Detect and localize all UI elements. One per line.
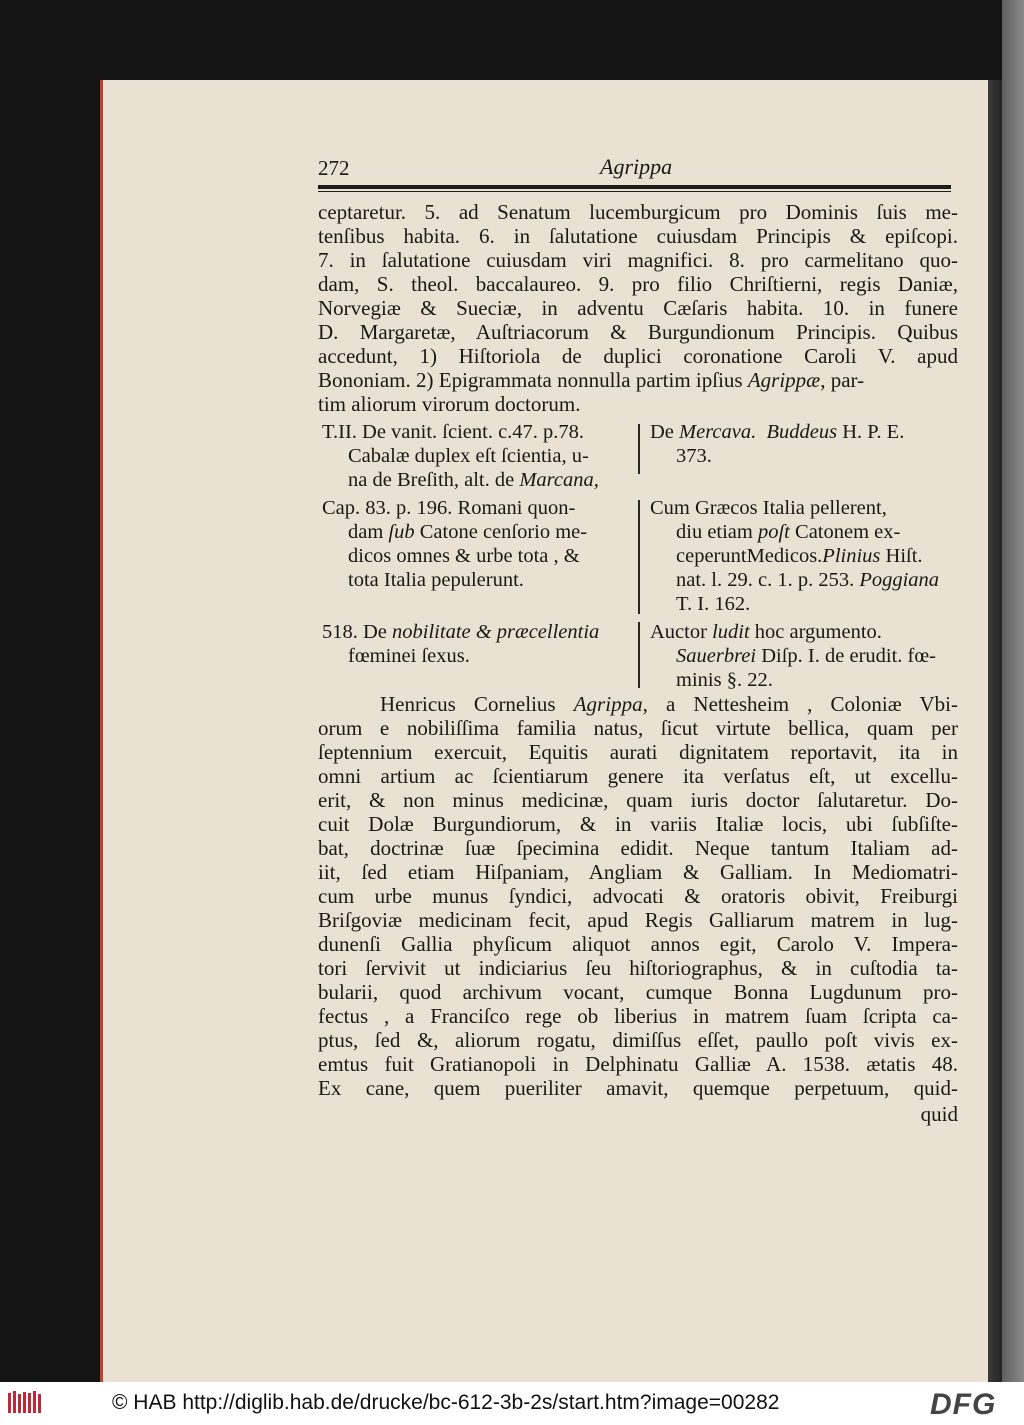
dfg-logo: DFG — [930, 1388, 997, 1421]
text-line: cuit Dolæ Burgundiorum, & in variis Italiæ locis, ubi ſubſiſte- — [318, 812, 958, 836]
column-rule — [638, 622, 640, 688]
text-line: cum urbe munus ſyndici, advocati & oratoris obivit, Freiburgi — [318, 884, 958, 908]
text-segment: hoc argumento. — [749, 621, 882, 643]
text-segment: ceperuntMedicos. — [676, 545, 823, 567]
italic-term: Poggiana — [859, 569, 940, 591]
text-line: bat, doctrinæ ſuæ ſpecimina edidit. Neque tantum Italiam ad- — [318, 836, 958, 860]
text-segment: , a Nettesheim , Coloniæ Vbi- — [642, 692, 958, 716]
text-line: erit, & non minus medicinæ, quam iuris doctor ſalutaretur. Do- — [318, 788, 958, 812]
text-segment: na de Breſith, alt. de — [348, 469, 520, 491]
italic-term: nobilitate & præcellentia — [392, 621, 600, 643]
text-line: dam, S. theol. baccalaureo. 9. pro filio Chriſtierni, regis Daniæ, — [318, 272, 958, 296]
text-segment: dam — [348, 521, 389, 543]
text-segment: Auctor — [650, 621, 713, 643]
header-rule — [318, 185, 951, 189]
italic-term: ludit — [712, 621, 750, 643]
text-segment: 518. De — [322, 621, 393, 643]
note-left-line — [348, 468, 599, 492]
note-left-line — [348, 520, 587, 544]
text-line: tim aliorum virorum doctorum. — [318, 392, 581, 416]
author-name: Plinius — [822, 545, 881, 567]
text-line: tenſibus habita. 6. in ſalutatione cuiusdam Principis & epiſcopi. — [318, 224, 958, 248]
note-left-line — [322, 620, 599, 644]
note-right-line — [676, 644, 936, 668]
italic-term: Marcana, — [519, 469, 599, 491]
note-right-line — [676, 568, 939, 592]
note-left-line: Cap. 83. p. 196. Romani quon- — [322, 497, 576, 519]
text-segment: nat. l. 29. c. 1. p. 253. — [676, 569, 860, 591]
text-line: tori ſervivit ut indiciarius ſeu hiſtoriographus, & in cuſtodia ta- — [318, 956, 958, 980]
text-segment: De — [650, 421, 680, 443]
author-name: Buddeus — [766, 421, 838, 443]
author-name: Agrippæ — [747, 368, 821, 392]
note-right-line — [650, 620, 882, 644]
column-rule — [638, 500, 640, 614]
text-line: Briſgoviæ medicinam fecit, apud Regis Galliarum matrem in lug- — [318, 908, 958, 932]
text-segment: Hiſt. — [880, 545, 923, 567]
text-line: D. Margaretæ, Auſtriacorum & Burgundionum Principis. Quibus — [318, 320, 958, 344]
text-segment: Henricus Cornelius — [380, 692, 574, 716]
note-right-line — [676, 520, 900, 544]
text-segment: Catonem ex- — [789, 521, 901, 543]
text-line: emtus fuit Gratianopoli in Delphinatu Galliæ A. 1538. ætatis 48. — [318, 1052, 958, 1076]
text-line: accedunt, 1) Hiſtoriola de duplici coronatione Caroli V. apud — [318, 344, 958, 368]
note-right-line: minis §. 22. — [676, 669, 773, 691]
italic-term: ſub — [388, 521, 415, 543]
note-right-line — [650, 420, 904, 444]
text-line — [318, 368, 958, 392]
text-segment: H. P. E. — [837, 421, 905, 443]
paragraph-first-line — [380, 692, 958, 716]
text-line: fectus , a Franciſco rege ob liberius in matrem ſuam ſcripta ca- — [318, 1004, 958, 1028]
text-segment: , par- — [820, 368, 865, 392]
note-left-line: tota Italia pepulerunt. — [348, 569, 524, 591]
text-segment: Diſp. I. de erudit. fœ- — [761, 645, 936, 667]
page-fore-edge — [988, 80, 1002, 1382]
text-segment: Catone cenſorio me- — [414, 521, 588, 543]
note-right-line: T. I. 162. — [676, 593, 751, 615]
catchword: quid — [920, 1102, 958, 1126]
note-left-line: fœminei ſexus. — [348, 645, 470, 667]
page-number: 272 — [318, 156, 350, 180]
adjacent-page-edge — [1002, 0, 1024, 1382]
note-left-line: Cabalæ duplex eſt ſcientia, u- — [348, 445, 589, 467]
text-line: Ex cane, quem pueriliter amavit, quemque perpetuum, quid- — [318, 1076, 958, 1100]
text-line: Norvegiæ & Sueciæ, in adventu Cæſaris habita. 10. in funere — [318, 296, 958, 320]
text-line: dunenſi Gallia phyſicum aliquot annos egit, Carolo V. Impera- — [318, 932, 958, 956]
text-line: ceptaretur. 5. ad Senatum lucemburgicum pro Dominis ſuis me- — [318, 200, 958, 224]
text-line: omni artium ac ſcientiarum genere ita verſatus eſt, ut excellu- — [318, 764, 958, 788]
running-head: Agrippa — [600, 154, 673, 179]
text-line: iit, ſed etiam Hiſpaniam, Angliam & Galliam. In Mediomatri- — [318, 860, 958, 884]
text-line: orum e nobiliſſima familia natus, ſicut virtute bellica, quam per — [318, 716, 958, 740]
column-rule — [638, 424, 640, 474]
note-right-line: Cum Græcos Italia pellerent, — [650, 497, 887, 519]
text-line: bularii, quod archivum vocant, cumque Bonna Lugdunum pro- — [318, 980, 958, 1004]
italic-term: Mercava. — [679, 421, 757, 443]
note-left-line: dicos omnes & urbe tota , & — [348, 545, 580, 567]
author-name: Agrippa — [573, 692, 643, 716]
author-name: Sauerbrei — [676, 645, 757, 667]
library-books-icon — [6, 1390, 46, 1416]
text-line: ſeptennium exercuit, Equitis aurati dignitatem reportavit, ita in — [318, 740, 958, 764]
note-right-line: 373. — [676, 445, 712, 467]
italic-term: poſt — [757, 521, 790, 543]
text-line: ptus, ſed &, aliorum rogatu, dimiſſus eſſet, paullo poſt vivis ex- — [318, 1028, 958, 1052]
header-rule-thin — [318, 191, 951, 192]
text-line: 7. in ſalutatione cuiusdam viri magnifici. 8. pro carmelitano quo- — [318, 248, 958, 272]
note-right-line — [676, 544, 923, 568]
note-left-line: T.II. De vanit. ſcient. c.47. p.78. — [322, 421, 585, 443]
text-segment: Bononiam. 2) Epigrammata nonnulla partim ipſius — [318, 368, 748, 392]
viewer-footer — [0, 1382, 1024, 1425]
copyright-link[interactable]: © HAB http://diglib.hab.de/drucke/bc-612-3b-2s/start.htm?image=00282 — [112, 1391, 780, 1414]
text-segment: diu etiam — [676, 521, 758, 543]
